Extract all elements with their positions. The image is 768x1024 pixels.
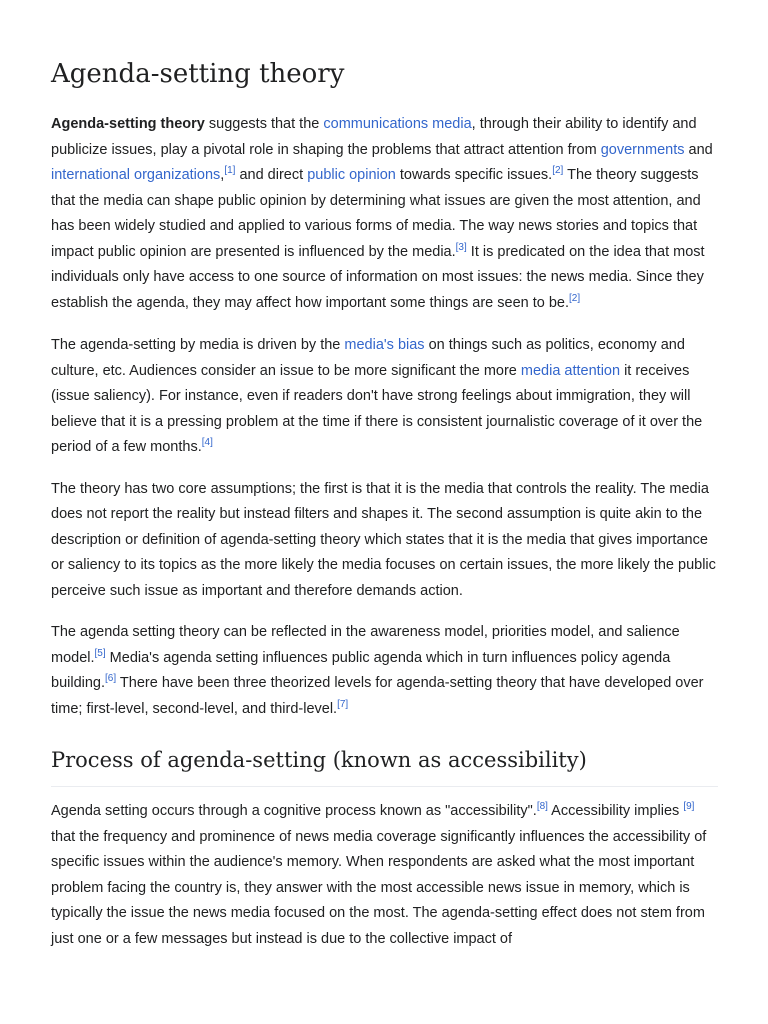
- link-communications-media[interactable]: communications media: [323, 116, 472, 132]
- citation-ref[interactable]: [7]: [337, 698, 349, 710]
- text: towards specific issues.: [395, 167, 553, 183]
- citation-ref[interactable]: [6]: [105, 673, 117, 684]
- link-international-organizations[interactable]: international organizations: [51, 167, 221, 183]
- text: it receives (issue saliency). For instance, even if readers don't have strong feelings about immigration, they will believe that it is a pressing problem at the time if there is consistent journalistic coverage of it over the period of a few months.: [51, 362, 703, 455]
- citation-ref[interactable]: [9]: [683, 801, 695, 812]
- text: It is predicated on the idea that most individuals only have access to one source of information on most issues: the news media. Since they establish the agenda, they may affect how important some things are seen to be.: [51, 243, 705, 311]
- citation-ref[interactable]: [3]: [455, 241, 467, 253]
- citation-ref[interactable]: [5]: [94, 647, 106, 659]
- paragraph-accessibility: [51, 799, 718, 952]
- text: suggests that the: [204, 116, 324, 132]
- text: and: [684, 141, 713, 158]
- text: The agenda-setting by media is driven by the: [51, 337, 345, 353]
- text: on things such as politics, economy and culture, etc. Audiences consider an issue to be more significant the more: [51, 337, 685, 379]
- text: , through their ability to identify and publicize issues, play a pivotal role in shaping the problems that attract attention from: [51, 116, 697, 158]
- paragraph-intro: [51, 112, 718, 316]
- paragraph-assumptions: [51, 477, 718, 605]
- text: and direct: [235, 167, 308, 183]
- text: The theory has two core assumptions; the first is that it is the media that controls the reality. The media does not report the reality but instead filters and shapes it. The second assumption is quite akin to the description or definition of agenda-setting theory which states that it is the media that gives importance or saliency to its topics as the more likely the media focuses on certain issues, the more likely the public perceive such issue as important and therefore demands action.: [51, 480, 716, 599]
- section-accessibility: [51, 744, 718, 952]
- text: The agenda setting theory can be reflected in the awareness model, priorities model, and salience model.: [51, 624, 680, 666]
- citation-ref[interactable]: [8]: [536, 801, 548, 812]
- paragraph-models: [51, 620, 718, 722]
- paragraph-media-bias: [51, 333, 718, 461]
- link-governments[interactable]: governments: [600, 141, 685, 158]
- bold-term: Agenda-setting theory: [51, 116, 205, 132]
- text: Media's agenda setting influences public agenda which in turn influences policy agenda building.: [51, 649, 671, 691]
- page-title: Agenda-setting theory: [51, 59, 345, 89]
- citation-ref[interactable]: [2]: [569, 292, 581, 304]
- citation-ref[interactable]: [1]: [224, 165, 236, 176]
- text: The theory suggests that the media can shape public opinion by determining what issues are given the most attention, and has been widely studied and applied to various forms of media. The way news stories and topics that impact public opinion are presented is influenced by the media.: [51, 167, 701, 260]
- text: Agenda setting occurs through a cognitive process known as "accessibility".: [51, 803, 537, 819]
- citation-ref[interactable]: [4]: [201, 437, 213, 448]
- link-medias-bias[interactable]: media's bias: [344, 337, 425, 353]
- link-media-attention[interactable]: media attention: [520, 362, 621, 379]
- section-heading: Process of agenda-setting (known as accessibility): [51, 744, 718, 787]
- citation-ref[interactable]: [2]: [552, 165, 564, 176]
- text: There have been three theorized levels for agenda-setting theory that have developed over time; first-level, second-level, and third-level.: [51, 675, 704, 717]
- text: Accessibility implies: [547, 803, 684, 819]
- link-public-opinion[interactable]: public opinion: [307, 167, 396, 183]
- text: ,: [220, 167, 225, 183]
- text: that the frequency and prominence of news media coverage significantly influences the accessibility of specific issues within the audience's memory. When respondents are asked what the most important problem facing the country is, they answer with the most accessible news issue in memory, which is typically the issue the news media focused on the most. The agenda-setting effect does not stem from just one or a few messages but instead is due to the collective impact of: [51, 828, 707, 947]
